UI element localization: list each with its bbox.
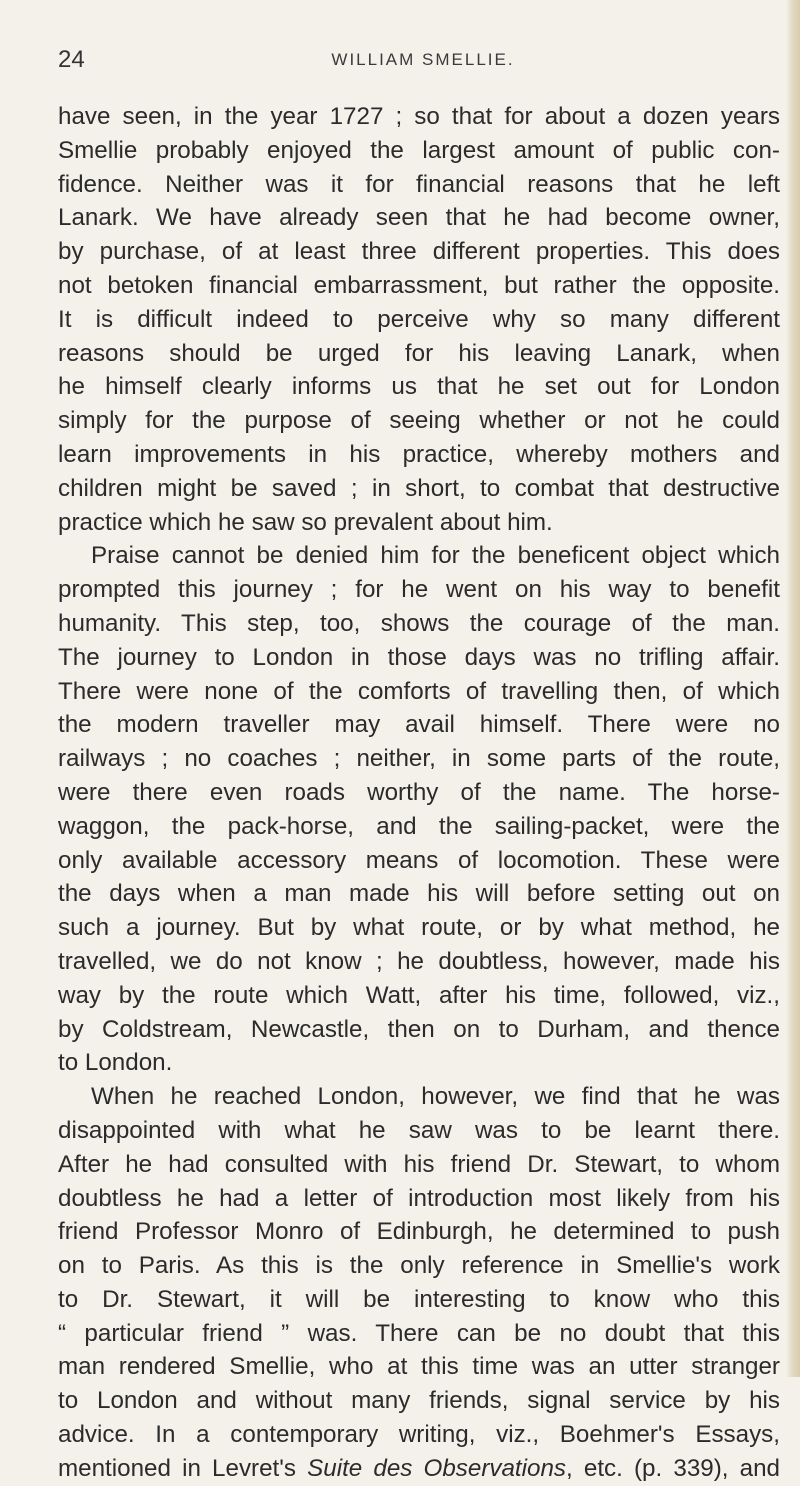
- text-line: friend Professor Monro of Edinburgh, he determined to push: [58, 1218, 780, 1246]
- text-line: fidence. Neither was it for financial reasons that he left: [58, 170, 780, 198]
- text-line: waggon, the pack-horse, and the sailing-packet, were the: [58, 812, 780, 840]
- text-line: the days when a man made his will before setting out on: [58, 880, 780, 908]
- text-line: such a journey. But by what route, or by what method, he: [58, 914, 780, 942]
- text-fragment: mentioned in Levret's: [58, 1454, 308, 1482]
- text-line: disappointed with what he saw was to be learnt there.: [58, 1116, 780, 1144]
- paragraph: [58, 100, 780, 539]
- text-line: to London and without many friends, signal service by his: [58, 1387, 780, 1415]
- text-line: Lanark. We have already seen that he had become owner,: [58, 204, 780, 232]
- text-line: When he reached London, however, we find that he was: [91, 1083, 780, 1111]
- text-line: children might be saved ; in short, to combat that destructive: [58, 474, 780, 502]
- italic-title: Suite des Observations: [307, 1454, 567, 1482]
- text-line: simply for the purpose of seeing whether or not he could: [58, 407, 780, 435]
- text-line: travelled, we do not know ; he doubtless, however, made his: [58, 947, 780, 975]
- text-line: There were none of the comforts of travelling then, of which: [58, 677, 780, 705]
- text-line: learn improvements in his practice, whereby mothers and: [58, 440, 780, 468]
- paragraph: [58, 1080, 780, 1486]
- text-line: advice. In a contemporary writing, viz., Boehmer's Essays,: [58, 1421, 780, 1449]
- text-line: Praise cannot be denied him for the beneficent object which: [91, 542, 780, 570]
- text-line: the modern traveller may avail himself. There were no: [58, 711, 780, 739]
- page-edge-shadow: [786, 0, 800, 1377]
- text-line: practice which he saw so prevalent about him.: [58, 508, 553, 536]
- text-line: way by the route which Watt, after his time, followed, viz.,: [58, 981, 780, 1009]
- text-line: doubtless he had a letter of introduction most likely from his: [58, 1184, 780, 1212]
- text-line: he himself clearly informs us that he set out for London: [58, 373, 780, 401]
- text-fragment: , etc. (p. 339), and: [566, 1454, 780, 1482]
- paragraph: [58, 539, 780, 1080]
- text-line: man rendered Smellie, who at this time was an utter stranger: [58, 1353, 780, 1381]
- text-line: “ particular friend ” was. There can be no doubt that this: [58, 1319, 780, 1347]
- text-line: [58, 1452, 780, 1486]
- text-line: have seen, in the year 1727 ; so that for about a dozen years: [58, 103, 780, 130]
- text-line: It is difficult indeed to perceive why so many different: [58, 305, 780, 333]
- text-line: to Dr. Stewart, it will be interesting to know who this: [58, 1285, 780, 1313]
- text-line: Smellie probably enjoyed the largest amount of public con-: [58, 136, 780, 164]
- text-line: by purchase, of at least three different properties. This does: [58, 238, 780, 266]
- text-line: on to Paris. As this is the only reference in Smellie's work: [58, 1252, 780, 1280]
- text-line: only available accessory means of locomotion. These were: [58, 846, 780, 874]
- text-line: by Coldstream, Newcastle, then on to Durham, and thence: [58, 1015, 780, 1043]
- text-line: reasons should be urged for his leaving Lanark, when: [58, 339, 780, 367]
- text-line: humanity. This step, too, shows the courage of the man.: [58, 609, 780, 637]
- text-line: prompted this journey ; for he went on his way to benefit: [58, 576, 780, 604]
- text-line: were there even roads worthy of the name. The horse-: [58, 778, 780, 806]
- text-line: The journey to London in those days was no trifling affair.: [58, 643, 780, 671]
- running-head: WILLIAM SMELLIE.: [331, 50, 515, 69]
- page-header: [58, 44, 758, 76]
- text-line: not betoken financial embarrassment, but rather the opposite.: [58, 271, 780, 299]
- text-line: railways ; no coaches ; neither, in some parts of the route,: [58, 745, 780, 773]
- body-text: [58, 100, 780, 1486]
- text-line: After he had consulted with his friend Dr. Stewart, to whom: [58, 1150, 780, 1178]
- text-line: to London.: [58, 1049, 173, 1077]
- page-number: 24: [58, 46, 85, 73]
